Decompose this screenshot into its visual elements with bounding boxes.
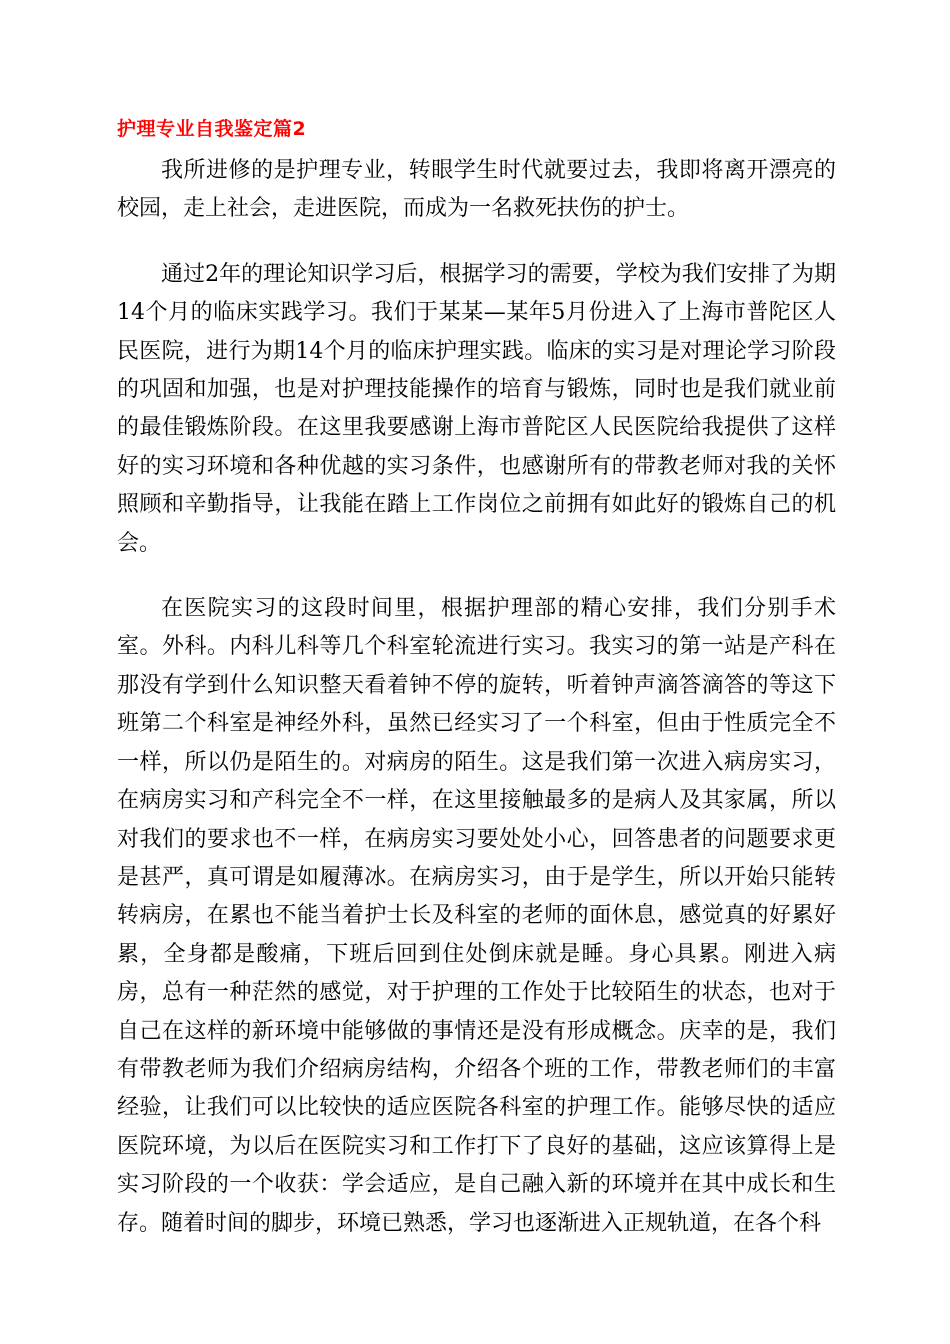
document-body — [117, 152, 836, 1270]
section-title: 护理专业自我鉴定篇2 — [117, 118, 307, 140]
paragraph-clinical-practice: 通过2年的理论知识学习后，根据学习的需要，学校为我们安排了为期14个月的临床实践学习。我们于某某—某年5月份进入了上海市普陀区人民医院，进行为期14个月的临床护理实践。临床的实习是对理论学习阶段的巩固和加强，也是对护理技能操作的培育与锻炼，同时也是我们就业前的最佳锻炼阶段。在这里我要感谢上海市普陀区人民医院给我提供了这样好的实习环境和各种优越的实习条件，也感谢所有的带教老师对我的关怀照顾和辛勤指导，让我能在踏上工作岗位之前拥有如此好的锻炼自己的机会。 — [117, 261, 836, 556]
paragraph-intro: 我所进修的是护理专业，转眼学生时代就要过去，我即将离开漂亮的校园，走上社会，走进医院，而成为一名救死扶伤的护士。 — [117, 158, 836, 222]
paragraph-hospital-rotation: 在医院实习的这段时间里，根据护理部的精心安排，我们分别手术室。外科。内科儿科等几个科室轮流进行实习。我实习的第一站是产科在那没有学到什么知识整天看着钟不停的旋转，听着钟声滴答滴答的等这下班第二个科室是神经外科，虽然已经实习了一个科室，但由于性质完全不一样，所以仍是陌生的。对病房的陌生。这是我们第一次进入病房实习，在病房实习和产科完全不一样，在这里接触最多的是病人及其家属，所以对我们的要求也不一样，在病房实习要处处小心，回答患者的问题要求更是甚严，真可谓是如履薄冰。在病房实习，由于是学生，所以开始只能转转病房，在累也不能当着护士长及科室的老师的面休息，感觉真的好累好累，全身都是酸痛，下班后回到住处倒床就是睡。身心具累。刚进入病房，总有一种茫然的感觉，对于护理的工作处于比较陌生的状态，也对于自己在这样的新环境中能够做的事情还是没有形成概念。庆幸的是，我们有带教老师为我们介绍病房结构，介绍各个班的工作，带教老师们的丰富经验，让我们可以比较快的适应医院各科室的护理工作。能够尽快的适应医院环境，为以后在医院实习和工作打下了良好的基础，这应该算得上是实习阶段的一个收获：学会适应，是自己融入新的环境并在其中成长和生存。随着时间的脚步，环境已熟悉，学习也逐渐进入正规轨道，在各个科 — [117, 596, 836, 1236]
